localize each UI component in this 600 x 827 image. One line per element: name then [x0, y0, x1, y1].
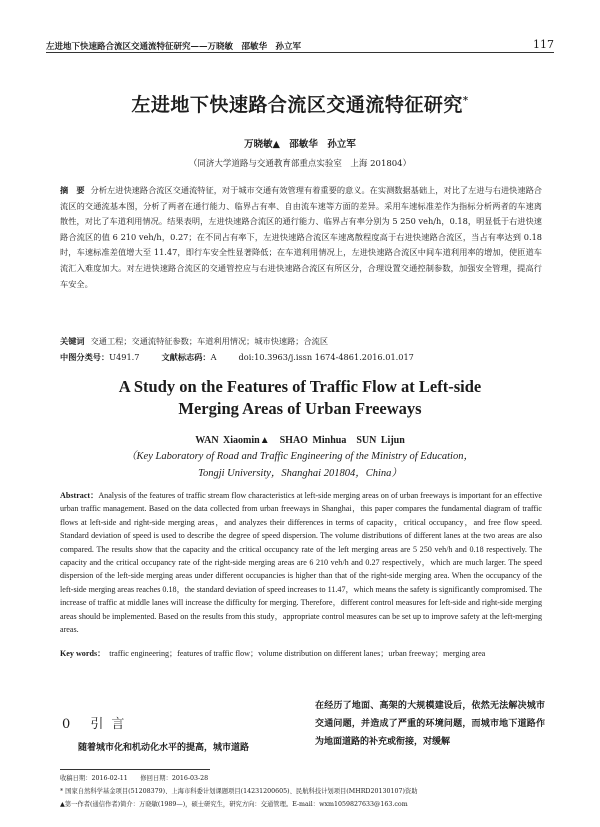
footnotes [60, 772, 560, 811]
doc-code-value: A [210, 352, 217, 362]
chinese-authors: 万晓敏▲ 邵敏华 孙立军 [244, 139, 356, 150]
chinese-affiliation: （同济大学道路与交通教育部重点实验室 上海 201804） [188, 159, 412, 169]
section-title: 引言 [90, 717, 133, 732]
english-keywords-label: Key words： [60, 649, 106, 658]
document-code [161, 352, 216, 363]
footnote-dates: 收稿日期：2016-02-11 修回日期：2016-03-28 [60, 775, 209, 782]
running-head [46, 34, 554, 53]
clc-value: U491.7 [109, 352, 140, 362]
intro-left-column: 随着城市化和机动化水平的提高，城市道路 [78, 743, 250, 753]
doi: doi:10.3963/j.issn 1674-4861.2016.01.017 [238, 352, 414, 362]
english-affiliation-line-1: （Key Laboratory of Road and Traffic Engineering of the Ministry of Education， [126, 451, 474, 462]
title-footnote-mark: * [462, 95, 469, 107]
english-title-line-2: Merging Areas of Urban Freeways [178, 399, 422, 418]
chinese-abstract [60, 183, 542, 292]
classification-line [60, 352, 542, 363]
english-keywords-text: traffic engineering；features of traffic flow；volume distribution on different lanes；urban freeway；merging area [109, 649, 486, 658]
english-title-line-1: A Study on the Features of Traffic Flow at Left-side [118, 377, 482, 396]
page-number: 117 [533, 38, 554, 51]
footnote-rule [60, 769, 210, 770]
chinese-abstract-text: 分析左进快速路合流区交通流特征，对于城市交通有效管理有着重要的意义。在实测数据基础上，对比了左进与右进快速路合流区的交通流基本图，分析了两者在通行能力、临界占有率、自由流车速等方面的差异。采用车速标准差作为指标分析两者的车速离散性，对比了车道利用情况。结果表明，左进快速路合流区的通行能力、临界占有率分别为 5 250 veh/h，0.18，明显低于右进快速路合流区的值 6 210 veh/h，0.27；在不同占有率下，左进快速路合流区车速离散程度高于右进快速路合流区，当占有率达到 0.18 时，车速标准差值增大至 11.47，即行车安全性显著降低；在车道利用情况上，左进快速路合流区中间车道利用率的增加，使匝道车流汇入难度加大。对左进快速路合流区的交通管控应与右进快速路合流区有所区分，合理设置交通控制参数，加强安全管理，提高行车安全。 [60, 185, 542, 289]
clc-label: 中图分类号： [60, 352, 110, 362]
section-heading-introduction [62, 713, 132, 732]
running-head-title: 左进地下快速路合流区交通流特征研究——万晓敏 邵敏华 孙立军 [46, 42, 302, 52]
english-abstract-label: Abstract： [60, 491, 99, 500]
english-abstract-text: Analysis of the features of traffic stream flow characteristics at left-side merging areas on of urban freeways is important for an effective urban traffic management. Based on the data collected from urban freeways in Shanghai，this paper compares the fundamental diagram of traffic flows at left-side and right-side merging areas，and analyzes their differences in terms of capacity，critical occupancy，and free flow speed. Standard deviation of speed is used to describe the degree of speed dispersion. The volume distributions of different lanes at the two areas are also compared. The results show that the capacity and the critical occupancy rate of the left merging areas are 5 250 veh/h and 0.18 respectively. The capacity and the critical occupancy rate of the right-side merging areas are 6 210 veh/h and 0.27 respectively，which are much larger. The speed dispersion of the left-side merging areas under different occupancies is higher than that of the right-side merging area. When the occupancy of the left-side merging areas reaches 0.18，the standard deviation of speed increases to 11.47，which means the safety is significantly compromised. The increase of traffic at middle lanes will increase the difficulty for merging. Therefore，different control measures for left-side and right-side merging areas should be implemented. Based on the results from this study，appropriate control measures can be set up to improve safety at the left-merging areas. [60, 491, 542, 635]
english-authors: WAN Xiaomin▲ SHAO Minhua SUN Lijun [195, 435, 405, 446]
chinese-keywords-text: 交通工程；交通流特征参数；车道利用情况；城市快速路；合流区 [90, 336, 329, 346]
chinese-title-text: 左进地下快速路合流区交通流特征研究 [131, 94, 463, 116]
chinese-abstract-label: 摘 要 [60, 185, 85, 195]
chinese-title [0, 90, 600, 117]
english-title [0, 376, 600, 420]
footnote-author: ▲第一作者(通信作者)简介：万晓敏(1989—)，硕士研究生，研究方向：交通管理。E-mail：wxm1059827633@163.com [60, 801, 408, 808]
chinese-keywords [60, 336, 542, 347]
section-number: 0 [62, 717, 79, 732]
chinese-keywords-label: 关键词 [60, 336, 85, 346]
footnote-funding: * 国家自然科学基金项目(51208379)、上海市科委计划课题项目(14231200605)、民航科技计划项目(MHRD20130107)资助 [60, 788, 418, 795]
intro-right-column: 在经历了地面、高架的大规模建设后，依然无法解决城市交通问题，并造成了严重的环境问题，而城市地下道路作为地面道路的补充或衔接，对缓解 [315, 701, 545, 747]
clc-number [60, 352, 139, 363]
doc-code-label: 文献标志码： [161, 352, 211, 362]
english-abstract [60, 489, 542, 636]
english-affiliation [0, 448, 600, 482]
english-affiliation-line-2: Tongji University，Shanghai 201804，China） [198, 468, 402, 479]
english-keywords [60, 647, 542, 660]
